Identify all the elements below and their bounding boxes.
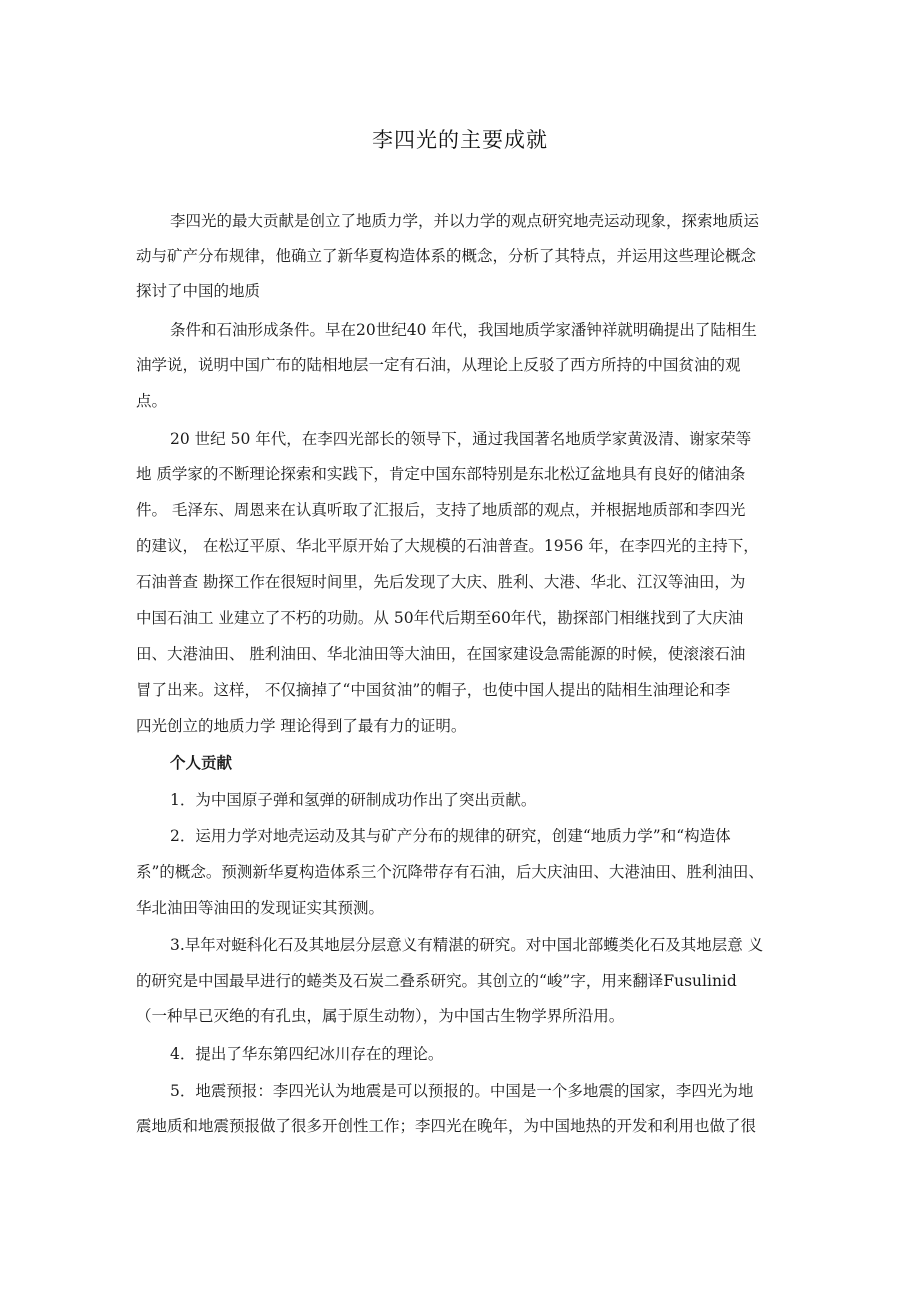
text-line: （一种早已灭绝的有孔虫，属于原生动物），为中国古生物学界所沿用。: [136, 1007, 625, 1025]
text-line: 的建议， 在松辽平原、华北平原开始了大规模的石油普查。1956 年，在李四光的主持下，: [136, 537, 759, 555]
text-line: 件。 毛泽东、周恩来在认真听取了汇报后，支持了地质部的观点，并根据地质部和李四光: [136, 501, 746, 519]
text-line: 20 世纪 50 年代，在李四光部长的领导下，通过我国著名地质学家黄汲清、谢家荣等: [170, 430, 752, 448]
list-item: 5．地震预报：李四光认为地震是可以预报的。中国是一个多地震的国家，李四光为地: [170, 1082, 754, 1100]
list-item: 4．提出了华东第四纪冰川存在的理论。: [170, 1045, 444, 1063]
text-line: 动与矿产分布规律，他确立了新华夏构造体系的概念，分析了其特点，并运用这些理论概念: [136, 247, 757, 265]
page-title: 李四光的主要成就: [372, 128, 548, 152]
text-line: 点。: [136, 392, 168, 410]
text-line: 田、大港油田、 胜利油田、华北油田等大油田，在国家建设急需能源的时候，使滚滚石油: [136, 645, 746, 663]
text-line: 中国石油工 业建立了不朽的功勋。从 50年代后期至60年代，勘探部门相继找到了大庆油: [136, 609, 744, 627]
text-line: 冒了出来。这样， 不仅摘掉了“中国贫油”的帽子，也使中国人提出的陆相生油理论和李: [136, 681, 731, 699]
text-line: 的研究是中国最早进行的蜷类及石炭二叠系研究。其创立的“峻”字，用来翻译Fusulinid: [136, 972, 737, 990]
text-line: 油学说，说明中国广布的陆相地层一定有石油，从理论上反驳了西方所持的中国贫油的观: [136, 356, 741, 374]
text-line: 系”的概念。预测新华夏构造体系三个沉降带存有石油，后大庆油田、大港油田、胜利油田、: [136, 863, 764, 881]
text-line: 震地质和地震预报做了很多开创性工作；李四光在晚年，为中国地热的开发和利用也做了很: [136, 1117, 757, 1135]
text-line: 石油普查 勘探工作在很短时间里，先后发现了大庆、胜利、大港、华北、江汉等油田，为: [136, 573, 746, 591]
list-item: 2．运用力学对地壳运动及其与矿产分布的规律的研究，创建“地质力学”和“构造体: [170, 827, 731, 845]
text-line: 李四光的最大贡献是创立了地质力学，并以力学的观点研究地壳运动现象，探索地质运: [170, 212, 760, 230]
list-item: 3.早年对蜓科化石及其地层分层意义有精湛的研究。对中国北部蠖类化石及其地层意 义: [170, 936, 764, 954]
text-line: 条件和石油形成条件。早在20世纪40 年代，我国地质学家潘钟祥就明确提出了陆相生: [170, 321, 757, 339]
text-line: 华北油田等油田的发现证实其预测。: [136, 899, 385, 917]
text-line: 地 质学家的不断理论探索和实践下，肯定中国东部特别是东北松辽盆地具有良好的储油条: [136, 465, 746, 483]
section-heading: 个人贡献: [170, 754, 233, 772]
text-line: 四光创立的地质力学 理论得到了最有力的证明。: [136, 717, 467, 735]
list-item: 1．为中国原子弹和氢弹的研制成功作出了突出贡献。: [170, 791, 537, 809]
text-line: 探讨了中国的地质: [136, 282, 261, 300]
